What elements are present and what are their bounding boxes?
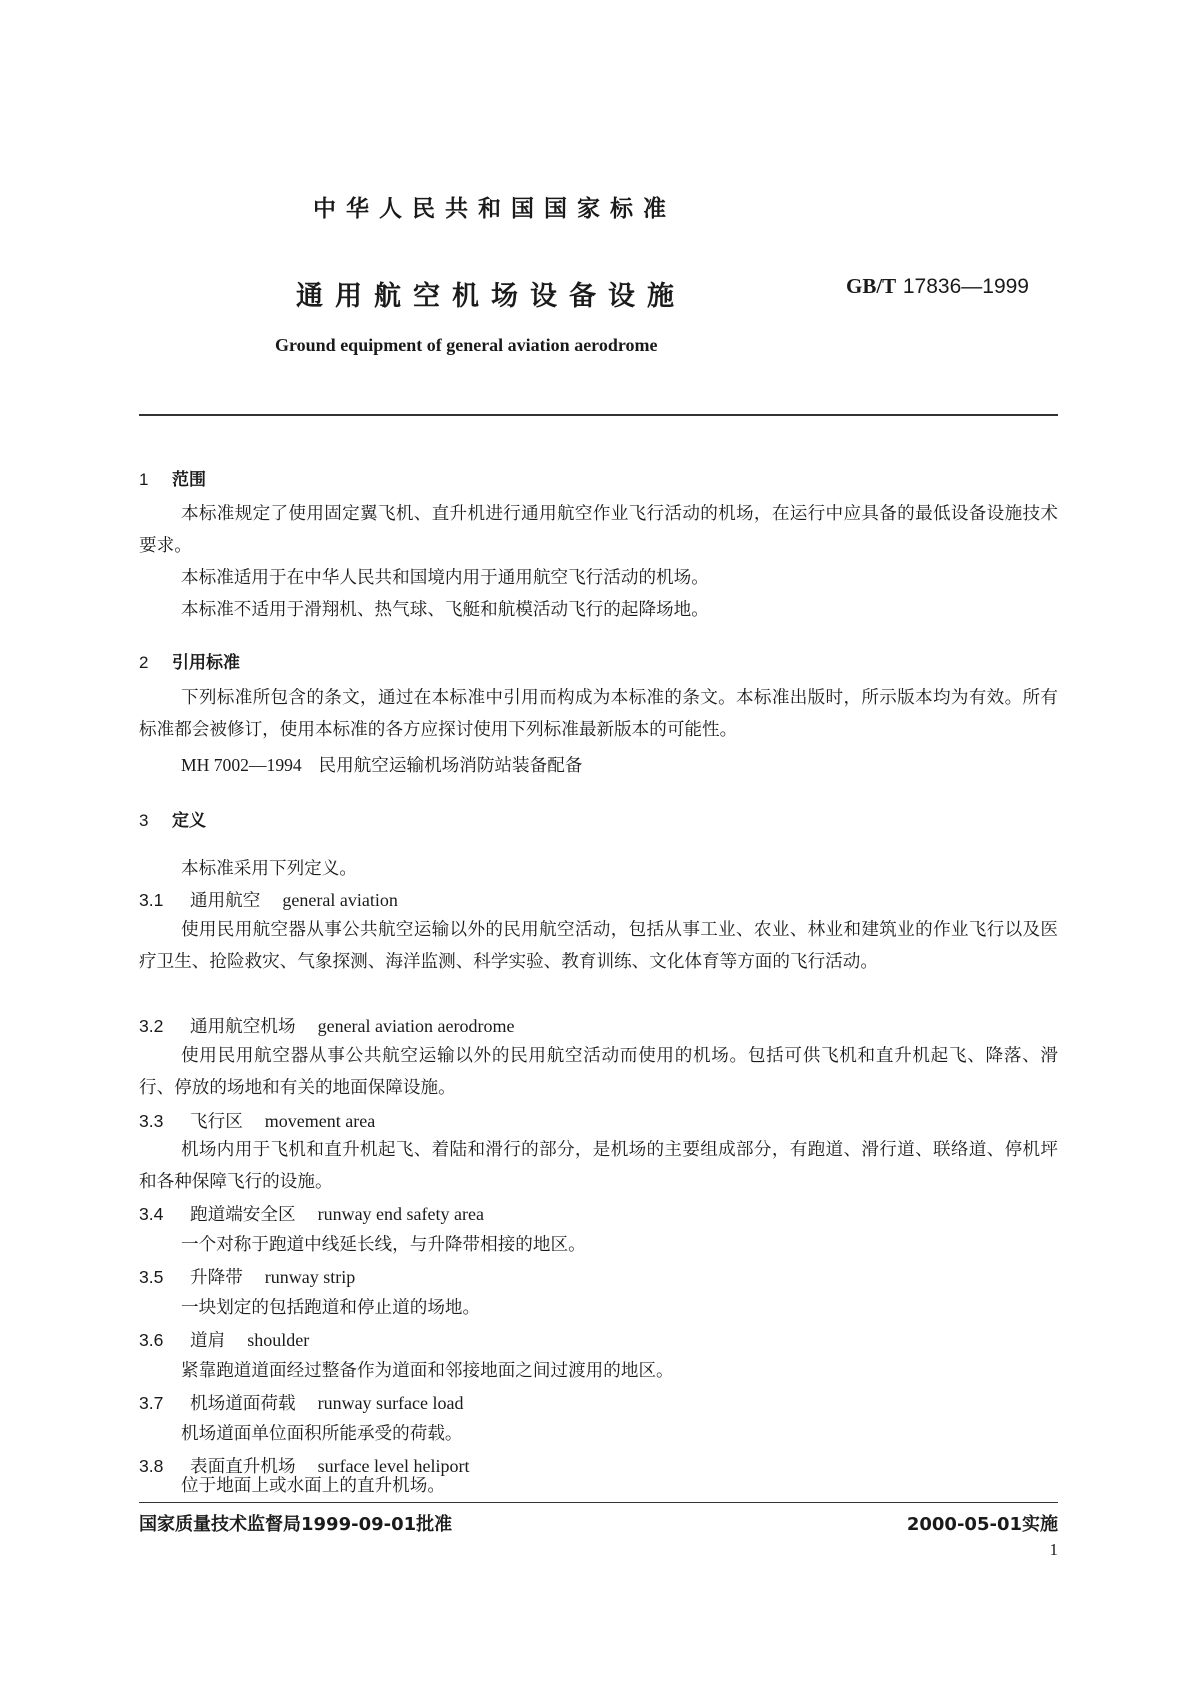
reference-entry — [181, 752, 582, 777]
term-number: 3.4 — [139, 1204, 164, 1224]
effective-date: 2000-05-01实施 — [906, 1514, 1058, 1535]
term-number: 3.2 — [139, 1016, 164, 1036]
term-en: movement area — [264, 1111, 376, 1131]
term-3-1-heading — [139, 887, 398, 912]
term-3-6-heading — [139, 1327, 309, 1352]
term-en: runway strip — [264, 1267, 356, 1287]
term-zh: 升降带 — [190, 1268, 243, 1288]
term-en: runway surface load — [317, 1393, 464, 1413]
term-en: general aviation aerodrome — [317, 1016, 515, 1036]
term-number: 3.1 — [139, 890, 164, 910]
english-title: Ground equipment of general aviation aerodrome — [275, 335, 658, 355]
standard-code-prefix: GB/T — [846, 274, 897, 298]
national-standard-heading: 中华人民共和国国家标准 — [313, 196, 676, 222]
term-3-3-heading — [139, 1108, 375, 1133]
term-3-2-definition: 使用民用航空器从事公共航空运输以外的民用航空活动而使用的机场。包括可供飞机和直升机起飞、降落、滑行、停放的场地和有关的地面保障设施。 — [139, 1046, 1058, 1098]
section-1-paragraph-2: 本标准适用于在中华人民共和国境内用于通用航空飞行活动的机场。 — [181, 568, 709, 588]
section-3-intro: 本标准采用下列定义。 — [181, 859, 357, 879]
section-2-paragraph-1: 下列标准所包含的条文，通过在本标准中引用而构成为本标准的条文。本标准出版时，所示版本均为有效。所有标准都会被修订，使用本标准的各方应探讨使用下列标准最新版本的可能性。 — [139, 688, 1058, 740]
section-number: 3 — [139, 811, 149, 830]
header-divider — [139, 414, 1058, 416]
section-title: 范围 — [172, 470, 206, 490]
section-3-heading — [139, 806, 206, 831]
footer-divider — [139, 1502, 1058, 1503]
term-3-1-definition: 使用民用航空器从事公共航空运输以外的民用航空活动，包括从事工业、农业、林业和建筑业的作业飞行以及医疗卫生、抢险救灾、气象探测、海洋监测、科学实验、教育训练、文化体育等方面的飞行活动。 — [139, 920, 1058, 972]
term-number: 3.5 — [139, 1267, 164, 1287]
term-3-6-definition: 紧靠跑道道面经过整备作为道面和邻接地面之间过渡用的地区。 — [181, 1361, 674, 1381]
term-3-8-definition: 位于地面上或水面上的直升机场。 — [181, 1476, 445, 1496]
term-3-4-heading — [139, 1201, 484, 1226]
section-2-heading — [139, 648, 240, 673]
term-zh: 机场道面荷载 — [190, 1394, 296, 1414]
standard-code — [846, 274, 1029, 299]
term-zh: 跑道端安全区 — [190, 1205, 296, 1225]
term-number: 3.8 — [139, 1456, 164, 1476]
term-3-7-definition: 机场道面单位面积所能承受的荷载。 — [181, 1424, 463, 1444]
term-en: surface level heliport — [317, 1456, 470, 1476]
term-zh: 表面直升机场 — [190, 1457, 296, 1477]
term-3-5-heading — [139, 1264, 355, 1289]
term-3-2-heading — [139, 1013, 514, 1038]
term-zh: 通用航空机场 — [190, 1017, 296, 1037]
standard-code-number: 17836—1999 — [902, 275, 1029, 298]
term-3-4-definition: 一个对称于跑道中线延长线，与升降带相接的地区。 — [181, 1235, 586, 1255]
term-3-3-definition: 机场内用于飞机和直升机起飞、着陆和滑行的部分，是机场的主要组成部分，有跑道、滑行道、联络道、停机坪和各种保障飞行的设施。 — [139, 1140, 1058, 1192]
term-zh: 道肩 — [190, 1331, 226, 1351]
section-1-paragraph-1: 本标准规定了使用固定翼飞机、直升机进行通用航空作业飞行活动的机场，在运行中应具备的最低设备设施技术要求。 — [139, 504, 1058, 556]
approval-date: 国家质量技术监督局1999-09-01批准 — [139, 1514, 453, 1535]
term-number: 3.7 — [139, 1393, 164, 1413]
page-number: 1 — [1049, 1540, 1058, 1559]
term-zh: 飞行区 — [190, 1112, 243, 1132]
term-en: shoulder — [247, 1330, 310, 1350]
section-number: 1 — [139, 470, 149, 489]
term-number: 3.6 — [139, 1330, 164, 1350]
section-number: 2 — [139, 653, 149, 672]
reference-title: 民用航空运输机场消防站装备配备 — [318, 756, 583, 776]
term-zh: 通用航空 — [190, 891, 261, 911]
section-1-paragraph-3: 本标准不适用于滑翔机、热气球、飞艇和航模活动飞行的起降场地。 — [181, 600, 709, 620]
section-1-heading — [139, 465, 206, 490]
term-3-5-definition: 一块划定的包括跑道和停止道的场地。 — [181, 1298, 481, 1318]
term-number: 3.3 — [139, 1111, 164, 1131]
standard-title: 通用航空机场设备设施 — [296, 281, 686, 312]
reference-code: MH 7002—1994 — [181, 755, 302, 775]
section-title: 定义 — [172, 811, 206, 831]
term-en: runway end safety area — [317, 1204, 484, 1224]
term-3-7-heading — [139, 1390, 464, 1415]
term-en: general aviation — [282, 890, 398, 910]
section-title: 引用标准 — [172, 653, 240, 673]
